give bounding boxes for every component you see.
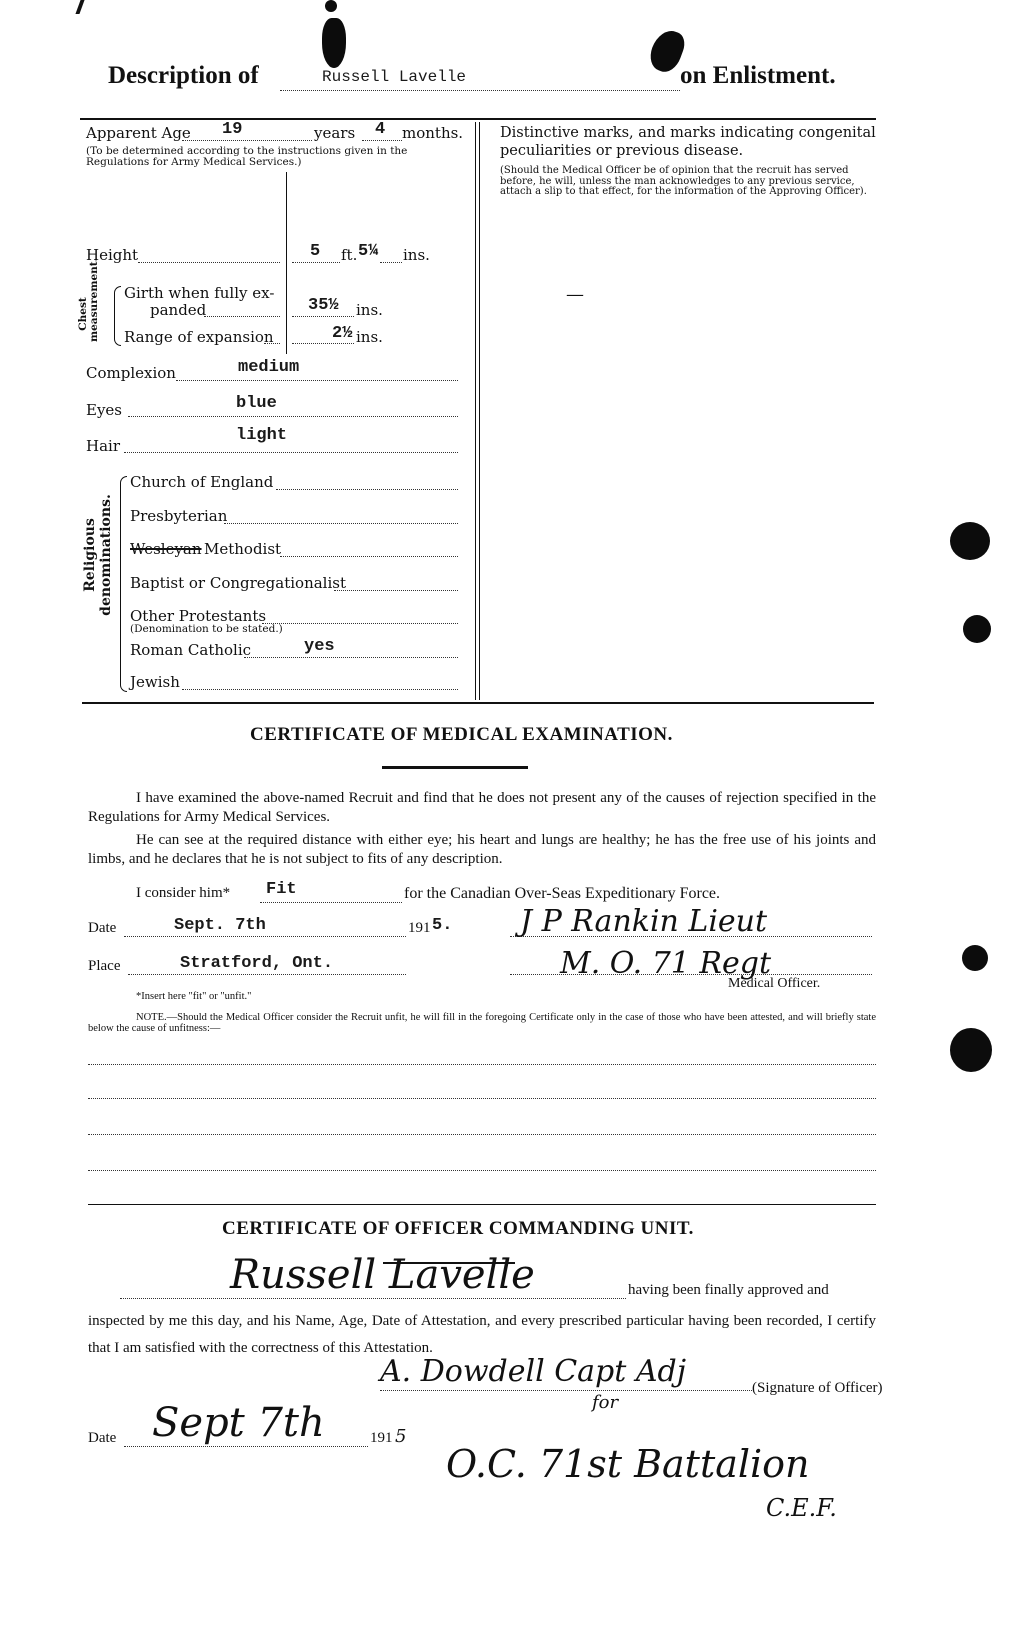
fitness-value: Fit [266, 880, 297, 899]
medical-officer-signature-1: J P Rankin Lieut [520, 904, 768, 939]
ft-label: ft. [341, 246, 358, 264]
religion-other-note: (Denomination to be stated.) [130, 623, 283, 635]
religion-group-label-1: Religious [82, 518, 98, 592]
range-label-line [264, 343, 280, 344]
commanding-year-suffix: 5 [395, 1426, 407, 1447]
religion-baptist: Baptist or Congregationalist [130, 574, 346, 592]
column-divider [286, 172, 287, 354]
girth-label-1: Girth when fully ex- [124, 284, 275, 302]
religion-line [262, 623, 458, 624]
officer-signature-line [380, 1390, 752, 1391]
height-in-value: 5¼ [358, 242, 379, 261]
age-months-value: 4 [375, 120, 386, 139]
punch-hole [962, 945, 988, 971]
commanding-year-prefix: 191 [370, 1430, 393, 1446]
religion-line [244, 657, 458, 658]
medical-officer-signature-2: M. O. 71 Regt [560, 946, 772, 981]
ink-blot [325, 0, 337, 12]
name-line [280, 90, 680, 91]
heading-underline [382, 766, 528, 769]
age-years-value: 19 [222, 120, 243, 139]
complexion-line [176, 380, 458, 381]
officer-signature-for: for [592, 1392, 619, 1413]
religion-roman-catholic: Roman Catholic [130, 641, 252, 659]
religion-roman-catholic-value: yes [304, 637, 335, 656]
medical-date-label: Date [88, 920, 117, 936]
religion-wesleyan-struck: Wesleyan [130, 540, 202, 558]
punch-hole [950, 522, 990, 560]
range-value-line [292, 343, 354, 344]
religion-church-of-england: Church of England [130, 473, 274, 491]
commanding-heading: CERTIFICATE OF OFFICER COMMANDING UNIT. [222, 1218, 694, 1239]
unfitness-line [88, 1134, 876, 1135]
commanding-date-label: Date [88, 1430, 117, 1446]
complexion-label: Complexion [86, 364, 176, 382]
medical-place-value: Stratford, Ont. [180, 954, 334, 973]
distinctive-marks-value: — [566, 284, 584, 305]
unit-signature-1: O.C. 71st Battalion [446, 1442, 810, 1486]
height-in-line [380, 262, 402, 263]
eyes-label: Eyes [86, 401, 122, 419]
main-column-divider [479, 122, 480, 700]
range-label: Range of expansion [124, 328, 274, 346]
commanding-name-line [120, 1298, 626, 1299]
medical-note: NOTE.—Should the Medical Officer consider the Recruit unfit, he will fill in the foregoing Certificate only in the case of those who have been attested, and will briefly state below the cause of unfitness:— [88, 1012, 876, 1034]
girth-ins-label: ins. [356, 301, 383, 319]
officer-signature-label: (Signature of Officer) [752, 1380, 883, 1396]
unfitness-line [88, 1098, 876, 1099]
hair-label: Hair [86, 437, 120, 455]
commanding-date-value: Sept 7th [152, 1400, 325, 1446]
eyes-value: blue [236, 394, 277, 413]
age-years-line [182, 140, 312, 141]
height-ft-value: 5 [310, 242, 321, 261]
punch-hole [950, 1028, 992, 1072]
hair-value: light [236, 426, 288, 445]
religion-jewish: Jewish [130, 673, 180, 691]
religion-brace [120, 476, 127, 692]
religion-line [224, 523, 458, 524]
commanding-text-1: having been finally approved and [628, 1282, 829, 1298]
distinctive-marks-heading: Distinctive marks, and marks indicating congenital peculiarities or previous disease. [500, 125, 876, 159]
punch-hole [963, 615, 991, 643]
religion-presbyterian: Presbyterian [130, 507, 228, 525]
range-value: 2½ [332, 324, 353, 343]
girth-value-line [292, 316, 354, 317]
religion-methodist: Methodist [204, 540, 282, 558]
medical-place-line [128, 974, 406, 975]
main-column-divider [475, 122, 476, 700]
unfitness-line [88, 1064, 876, 1065]
religion-group-label [82, 470, 114, 640]
complexion-value: medium [238, 358, 300, 377]
commanding-text-2: inspected by me this day, and his Name, Age, Date of Attestation, and every prescribed particular having been recorded, I certify that I am satisfied with the correctness of this Attestation. [88, 1313, 876, 1356]
religion-other-protestants: Other Protestants [130, 607, 267, 625]
height-label-line [138, 262, 280, 263]
chest-label: Chest measurement. [77, 257, 100, 342]
medical-officer-label: Medical Officer. [728, 976, 821, 991]
medical-date-value: Sept. 7th [174, 916, 266, 935]
section-rule [82, 702, 874, 704]
girth-value: 35½ [308, 296, 339, 315]
religion-line [280, 556, 458, 557]
section-rule [88, 1204, 876, 1205]
medical-para-1: I have examined the above-named Recruit and find that he does not present any of the causes of rejection specified in the Regulations for Army Medical Services. [88, 790, 876, 825]
age-label: Apparent Age [86, 124, 191, 142]
religion-line [334, 590, 458, 591]
medical-place-label: Place [88, 958, 121, 974]
title-prefix: Description of [108, 62, 259, 89]
distinctive-marks-note: (Should the Medical Officer be of opinion that the recruit has served before, he will, unless the man acknowledges to any previous service, attach a slip to that effect, for the information of the Approving Officer). [500, 165, 867, 197]
range-ins-label: ins. [356, 328, 383, 346]
unit-signature-2: C.E.F. [766, 1494, 837, 1522]
height-label: Height [86, 246, 139, 264]
commanding-date-line [124, 1446, 368, 1447]
religion-line [276, 489, 458, 490]
consider-prefix: I consider him* [136, 885, 231, 901]
title-suffix: on Enlistment. [680, 62, 836, 89]
years-label: years [314, 124, 356, 142]
girth-label-2: panded [150, 301, 207, 319]
medical-year-suffix: 5. [432, 916, 453, 935]
tick-mark [65, 0, 84, 14]
girth-label-line [204, 316, 280, 317]
chest-brace [114, 286, 121, 346]
fitness-line [260, 902, 402, 903]
height-ft-line [292, 262, 340, 263]
hair-line [124, 452, 458, 453]
insert-note: *Insert here "fit" or "unfit." [136, 991, 252, 1002]
medical-heading: CERTIFICATE OF MEDICAL EXAMINATION. [250, 724, 673, 745]
eyes-line [128, 416, 458, 417]
ink-blot [322, 18, 346, 68]
recruit-name: Russell Lavelle [322, 68, 467, 86]
age-note: (To be determined according to the instructions given in the Regulations for Army Medical Services.) [86, 145, 408, 168]
commanding-name-signature: Russell Lavelle [230, 1252, 535, 1298]
ins-label: ins. [403, 246, 430, 264]
unfitness-line [88, 1170, 876, 1171]
consider-suffix: for the Canadian Over-Seas Expeditionary Force. [404, 885, 721, 902]
medical-date-line [124, 936, 406, 937]
age-months-line [362, 140, 402, 141]
medical-para-2: He can see at the required distance with either eye; his heart and lungs are healthy; he has the free use of his joints and limbs, and he declares that he is not subject to fits of any description. [88, 832, 876, 867]
header-rule [80, 118, 876, 120]
months-label: months. [402, 124, 464, 142]
officer-signature: A. Dowdell Capt Adj [380, 1354, 687, 1389]
religion-group-label-2: denominations. [98, 494, 114, 616]
medical-year-prefix: 191 [408, 920, 431, 936]
religion-line [182, 689, 458, 690]
